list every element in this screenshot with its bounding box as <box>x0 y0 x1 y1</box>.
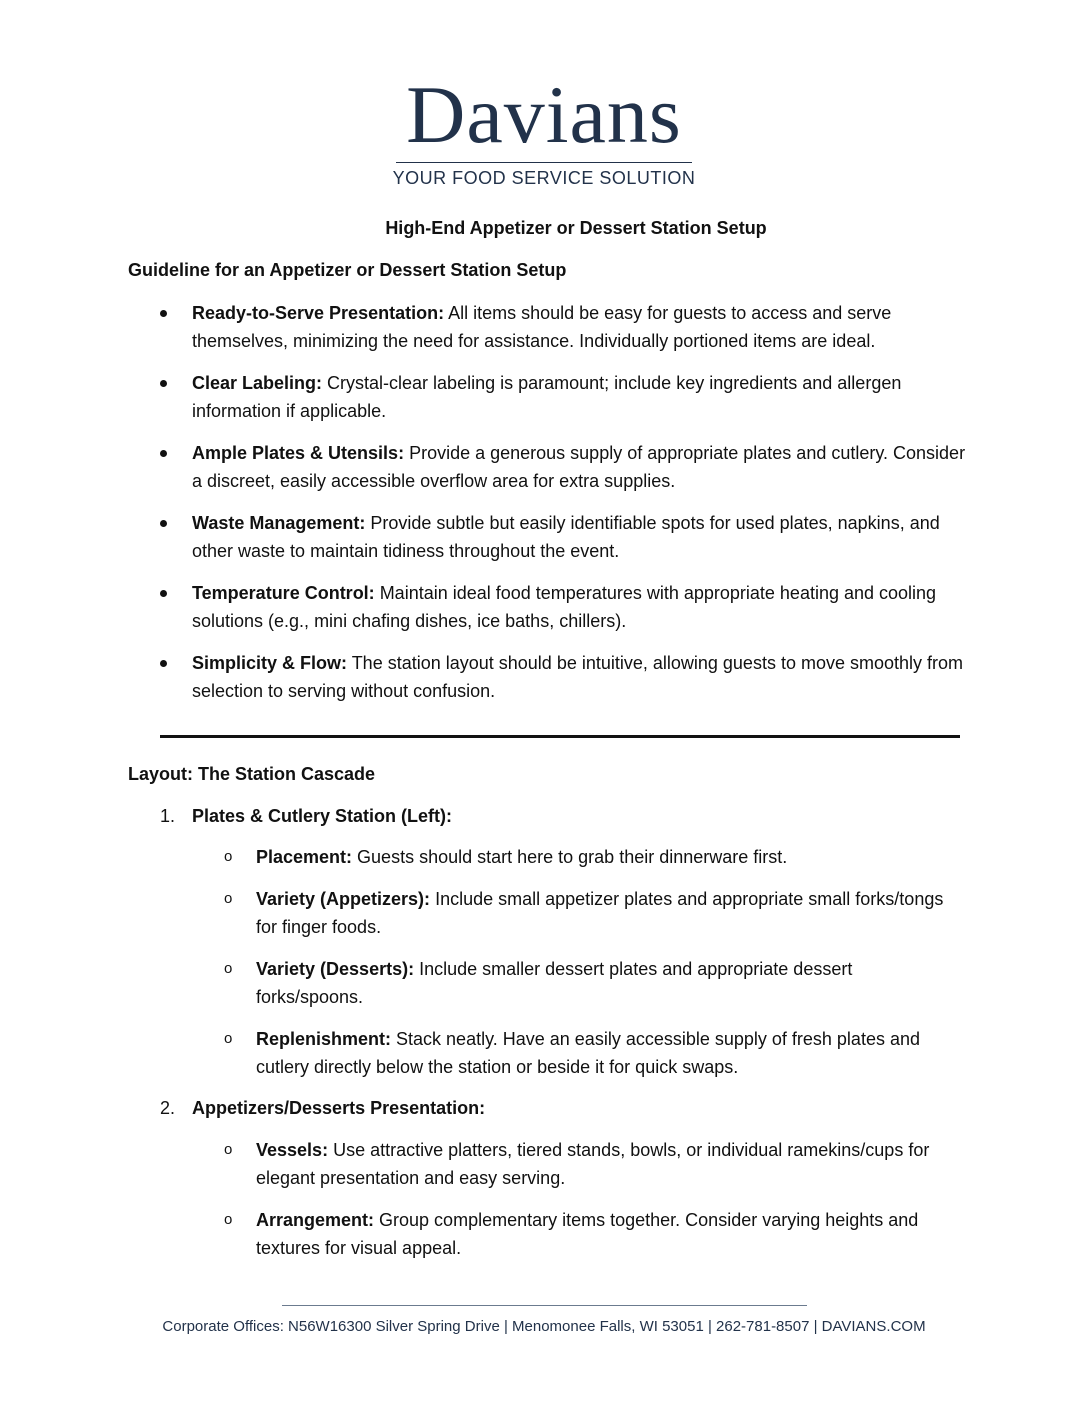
guideline-item-label: Ample Plates & Utensils: <box>192 443 405 463</box>
footer-contact: Corporate Offices: N56W16300 Silver Spring Drive | Menomonee Falls, WI 53051 | 262-781-8507 | DAVIANS.COM <box>162 1318 926 1335</box>
guideline-item <box>160 649 970 705</box>
sub-item <box>224 1206 964 1262</box>
circle-bullet-icon: o <box>224 1211 233 1228</box>
sub-item-label: Replenishment: <box>256 1029 392 1049</box>
numbered-section <box>160 802 970 830</box>
guideline-item-label: Waste Management: <box>192 513 366 533</box>
sub-item-text: Stack neatly. Have an easily accessible supply of fresh plates and cutlery directly below the station or beside it for quick swaps. <box>256 1029 920 1077</box>
sub-list <box>224 1136 964 1276</box>
sub-item <box>224 955 964 1011</box>
sub-item <box>224 1025 964 1081</box>
bullet-icon <box>160 590 167 597</box>
guideline-item-label: Clear Labeling: <box>192 373 323 393</box>
section-title: Plates & Cutlery Station (Left): <box>192 806 453 826</box>
document-title: High-End Appetizer or Dessert Station Setup <box>385 218 767 238</box>
guideline-item-label: Temperature Control: <box>192 583 375 603</box>
layout-heading: Layout: The Station Cascade <box>128 764 376 784</box>
sub-item-label: Vessels: <box>256 1140 329 1160</box>
guideline-item <box>160 299 970 355</box>
guideline-item <box>160 579 970 635</box>
sub-item-label: Arrangement: <box>256 1210 375 1230</box>
sub-item-text: Use attractive platters, tiered stands, bowls, or individual ramekins/cups for elegant presentation and easy serving. <box>256 1140 930 1188</box>
sub-item <box>224 1136 964 1192</box>
circle-bullet-icon: o <box>224 960 233 977</box>
sub-item <box>224 843 964 871</box>
guideline-item <box>160 439 970 495</box>
guideline-item <box>160 509 970 565</box>
sub-item-label: Variety (Appetizers): <box>256 889 431 909</box>
section-divider <box>160 735 960 738</box>
guideline-item <box>160 369 970 425</box>
logo-wordmark: Davians <box>406 69 682 160</box>
circle-bullet-icon: o <box>224 848 233 865</box>
guideline-item-text: The station layout should be intuitive, allowing guests to move smoothly from selection to serving without confusion. <box>192 653 964 701</box>
logo-divider <box>396 162 692 163</box>
sub-item <box>224 885 964 941</box>
footer-divider <box>282 1305 807 1306</box>
company-logo <box>0 70 1088 190</box>
sub-item-text: Include smaller dessert plates and appropriate dessert forks/spoons. <box>256 959 853 1007</box>
circle-bullet-icon: o <box>224 1141 233 1158</box>
guideline-item-text: Provide subtle but easily identifiable spots for used plates, napkins, and other waste to maintain tidiness throughout the event. <box>192 513 940 561</box>
sub-item-label: Variety (Desserts): <box>256 959 415 979</box>
circle-bullet-icon: o <box>224 890 233 907</box>
bullet-icon <box>160 520 167 527</box>
guideline-list <box>160 299 970 719</box>
guideline-item-text: Crystal-clear labeling is paramount; include key ingredients and allergen information if applicable. <box>192 373 902 421</box>
bullet-icon <box>160 380 167 387</box>
numbered-section <box>160 1094 970 1122</box>
guideline-item-text: All items should be easy for guests to access and serve themselves, minimizing the need for assistance. Individually portioned items are ideal. <box>192 303 892 351</box>
guideline-item-text: Provide a generous supply of appropriate plates and cutlery. Consider a discreet, easily accessible overflow area for extra supplies. <box>192 443 966 491</box>
bullet-icon <box>160 310 167 317</box>
sub-item-text: Include small appetizer plates and appropriate small forks/tongs for finger foods. <box>256 889 944 937</box>
guideline-heading: Guideline for an Appetizer or Dessert Station Setup <box>128 260 567 280</box>
section-number: 1. <box>160 806 176 826</box>
guideline-item-label: Simplicity & Flow: <box>192 653 348 673</box>
sub-item-text: Guests should start here to grab their dinnerware first. <box>352 847 788 867</box>
logo-tagline: YOUR FOOD SERVICE SOLUTION <box>392 168 696 188</box>
circle-bullet-icon: o <box>224 1030 233 1047</box>
bullet-icon <box>160 660 167 667</box>
guideline-item-label: Ready-to-Serve Presentation: <box>192 303 445 323</box>
guideline-item-text: Maintain ideal food temperatures with appropriate heating and cooling solutions (e.g., mini chafing dishes, ice baths, chillers). <box>192 583 937 631</box>
sub-item-label: Placement: <box>256 847 353 867</box>
bullet-icon <box>160 450 167 457</box>
sub-item-text: Group complementary items together. Consider varying heights and textures for visual appeal. <box>256 1210 919 1258</box>
section-title: Appetizers/Desserts Presentation: <box>192 1098 486 1118</box>
section-number: 2. <box>160 1098 176 1118</box>
sub-list <box>224 843 964 1095</box>
